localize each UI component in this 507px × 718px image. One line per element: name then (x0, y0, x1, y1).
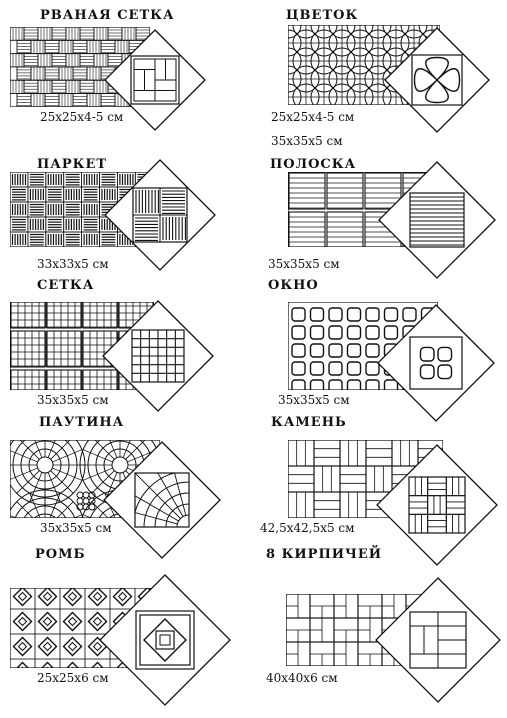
tile-size-kamen: 42,5x42,5x5 см (260, 521, 355, 535)
tile-size-tsvetok-1: 25x25x4-5 см (271, 110, 355, 124)
tile-title-8-kirpichey: 8 КИРПИЧЕЙ (266, 547, 383, 562)
tile-size-tsvetok-2: 35x35x5 см (271, 134, 343, 148)
kamen-diamond (377, 445, 497, 565)
tile-size-romb: 25x25x6 см (37, 671, 109, 685)
tile-size-parket: 33x33x5 см (37, 257, 109, 271)
tile-title-okno: ОКНО (268, 278, 319, 293)
tile-size-8-kirpichey: 40x40x6 см (266, 671, 338, 685)
pautina-diamond (104, 442, 245, 583)
tile-title-setka: СЕТКА (37, 278, 95, 293)
tile-title-pautina: ПАУТИНА (39, 415, 125, 430)
okno-diamond (378, 305, 494, 421)
tile-title-parket: ПАРКЕТ (37, 157, 108, 172)
parket-diamond (105, 160, 215, 270)
tile-title-rvanaya-setka: РВАНАЯ СЕТКА (40, 8, 175, 23)
poloska-diamond (379, 162, 495, 278)
tile-size-okno: 35x35x5 см (278, 393, 350, 407)
tile-size-pautina: 35x35x5 см (40, 521, 112, 535)
tile-size-setka: 35x35x5 см (37, 393, 109, 407)
tile-size-rvanaya-setka: 25x25x4-5 см (40, 110, 124, 124)
tile-title-tsvetok: ЦВЕТОК (286, 8, 359, 23)
8-kirpichey-diamond (376, 578, 500, 702)
tile-size-poloska: 35x35x5 см (268, 257, 340, 271)
tile-title-kamen: КАМЕНЬ (271, 415, 347, 430)
tile-title-romb: РОМБ (35, 547, 86, 562)
romb-diamond (100, 575, 230, 705)
tile-title-poloska: ПОЛОСКА (270, 157, 357, 172)
